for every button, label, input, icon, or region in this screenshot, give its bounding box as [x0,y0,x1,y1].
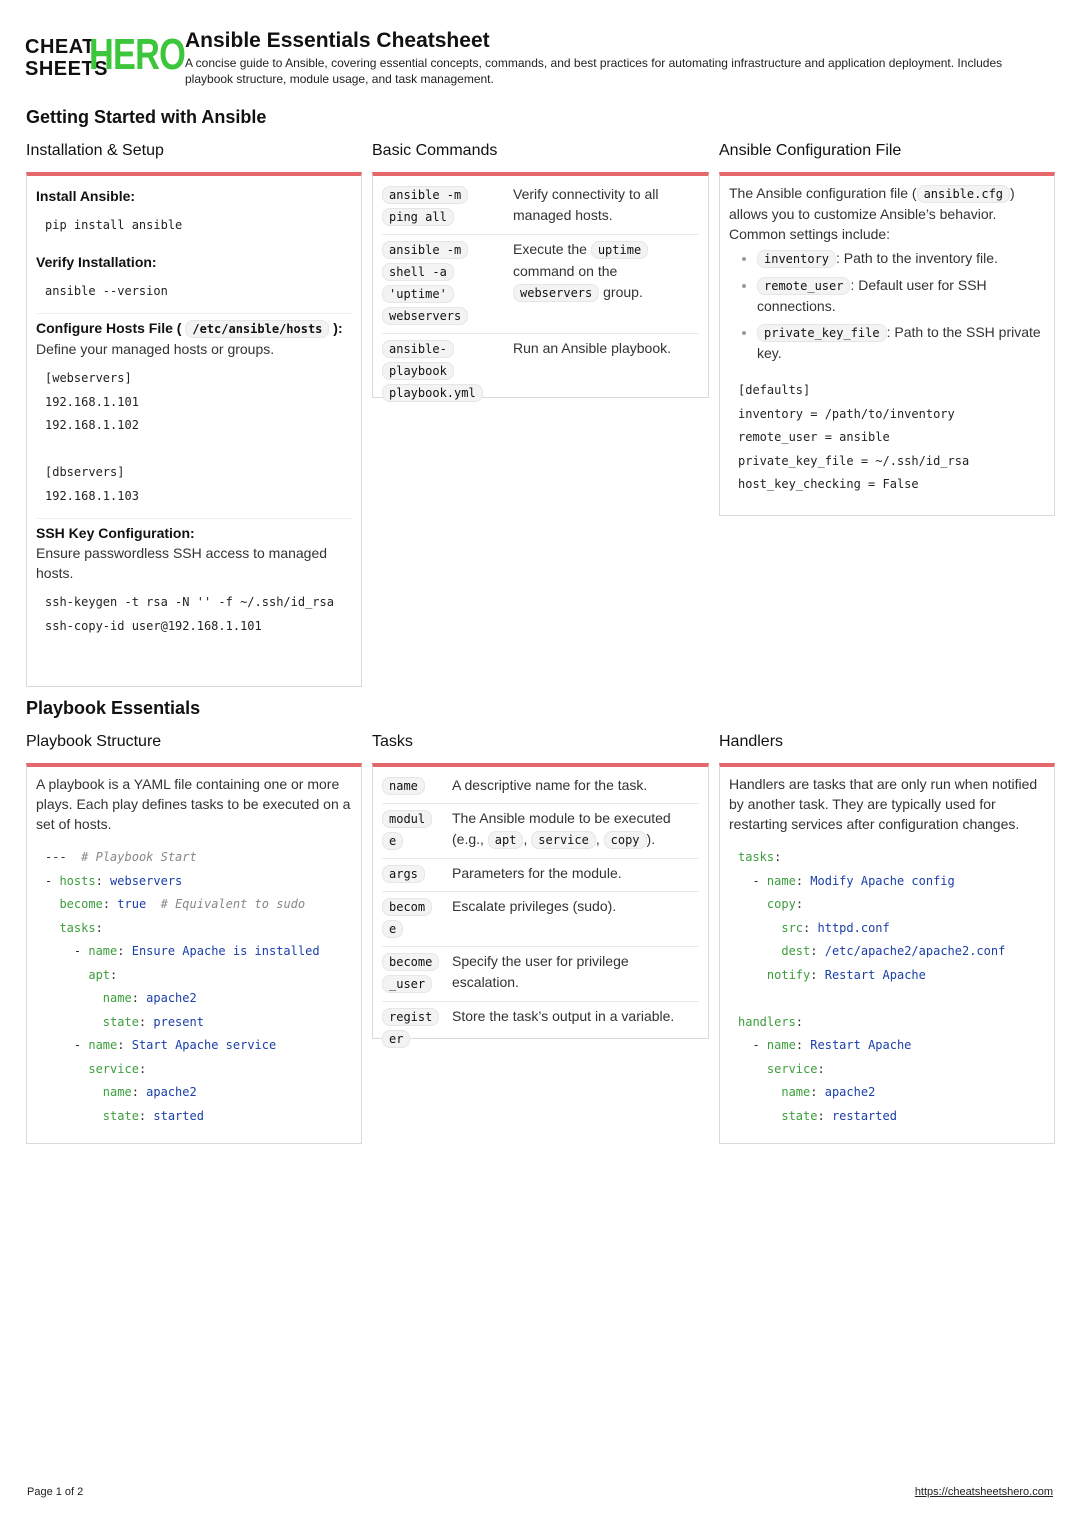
key-cell: args [382,863,452,885]
table-row [382,235,699,334]
install-block [36,184,352,314]
hosts-code: [webservers] 192.168.1.101 192.168.1.102 [dbservers] 192.168.1.103 [45,371,139,503]
hosts-label: Configure Hosts File ( /etc/ansible/hosts ): [36,320,343,336]
table-row [382,1002,699,1056]
description-cell: Parameters for the module. [452,865,622,881]
config-code: [defaults] inventory = /path/to/inventory remote_user = ansible private_key_file = ~/.ssh/id_rsa host_key_checking = False [738,383,970,491]
table-row [382,180,699,235]
config-card [719,172,1055,516]
install-label: Install Ansible: [36,188,136,204]
command-cell: ansible- playbook playbook.yml [382,338,513,404]
key-cell: name [382,775,452,797]
handlers-description: Handlers are tasks that are only run when notified by another task. They are typically used for restarting services after configuration changes. [729,776,1038,832]
installation-card [26,172,362,687]
config-settings-list [729,248,1045,363]
ssh-label: SSH Key Configuration: [36,525,195,541]
key-cell: becom e [382,896,452,940]
table-row [382,892,699,947]
table-row [382,804,699,859]
playbook-description: A playbook is a YAML file containing one or more plays. Each play defines tasks to be executed on a set of hosts. [36,776,351,832]
description-cell: Execute the uptime command on the webservers group. [513,239,699,327]
playbook-yaml: --- # Playbook Start - hosts: webservers become: true # Equivalent to sudo tasks: - name: Ensure Apache is installed apt: name: apache2 state: present - name: Start Apache service service: name: apache2 state: started [45,850,320,1123]
playbook-structure-card [26,763,362,1144]
card-title-tasks: Tasks [372,733,413,750]
ssh-description: Ensure passwordless SSH access to managed hosts. [36,545,328,581]
command-cell: ansible -m ping all [382,184,513,228]
description-cell: The Ansible module to be executed (e.g., apt , service , copy ). [452,810,671,847]
description-cell: Specify the user for privilege escalation. [452,953,629,990]
card-title-config-file: Ansible Configuration File [719,142,902,159]
page-title: Ansible Essentials Cheatsheet [185,29,490,52]
description-cell: Escalate privileges (sudo). [452,898,617,914]
config-intro: The Ansible configuration file ( ansible.cfg ) allows you to customize Ansible’s behavior. Common settings include: [729,185,1015,242]
table-row [382,859,699,892]
description-cell: A descriptive name for the task. [452,777,648,793]
command-cell: ansible -m shell -a 'uptime' webservers [382,239,513,327]
handlers-card [719,763,1055,1144]
list-item: • inventory : Path to the inventory file. [757,248,1045,269]
key-cell: modul e [382,808,452,852]
logo-text: CHEAT SHEETS [25,36,109,80]
table-row [382,334,699,410]
hosts-description: Define your managed hosts or groups. [36,341,275,357]
card-title-handlers: Handlers [719,733,784,750]
list-item: • private_key_file : Path to the SSH private key. [757,322,1045,363]
card-title-basic-commands: Basic Commands [372,142,498,159]
card-title-playbook-structure: Playbook Structure [26,733,162,750]
list-item: • remote_user : Default user for SSH connections. [757,275,1045,316]
hosts-block [36,314,352,519]
card-title-installation: Installation & Setup [26,142,164,159]
key-cell: regist er [382,1006,452,1050]
site-logo[interactable] [25,30,186,80]
page-number: Page 1 of 2 [27,1486,84,1498]
description-cell: Run an Ansible playbook. [513,340,671,356]
section-title-playbook: Playbook Essentials [26,698,201,718]
section-title-getting-started: Getting Started with Ansible [26,107,267,127]
verify-label: Verify Installation: [36,253,157,270]
description-cell: Verify connectivity to all managed hosts. [513,186,659,223]
verify-command: ansible --version [45,283,168,298]
page-description: A concise guide to Ansible, covering essential concepts, commands, and best practices for automating infrastructure and application deployment. Includes playbook structure, module usage, and task management. [185,56,1003,86]
basic-commands-card [372,172,709,398]
site-link[interactable]: https://cheatsheetshero.com [914,1486,1053,1498]
key-cell: become _user [382,951,452,995]
ssh-code: ssh-keygen -t rsa -N '' -f ~/.ssh/id_rsa ssh-copy-id user@192.168.1.101 [45,595,334,633]
table-row [382,947,699,1002]
handlers-yaml: tasks: - name: Modify Apache config copy: src: httpd.conf dest: /etc/apache2/apache2.conf notify: Restart Apache handlers: - name: Restart Apache service: name: apache2 state: restarted [738,850,1006,1123]
ssh-block [36,519,352,648]
description-cell: Store the task’s output in a variable. [452,1008,675,1024]
tasks-card [372,763,709,1046]
install-command: pip install ansible [45,218,183,232]
table-row [382,771,699,804]
logo-hero-text: HERO [89,30,186,79]
